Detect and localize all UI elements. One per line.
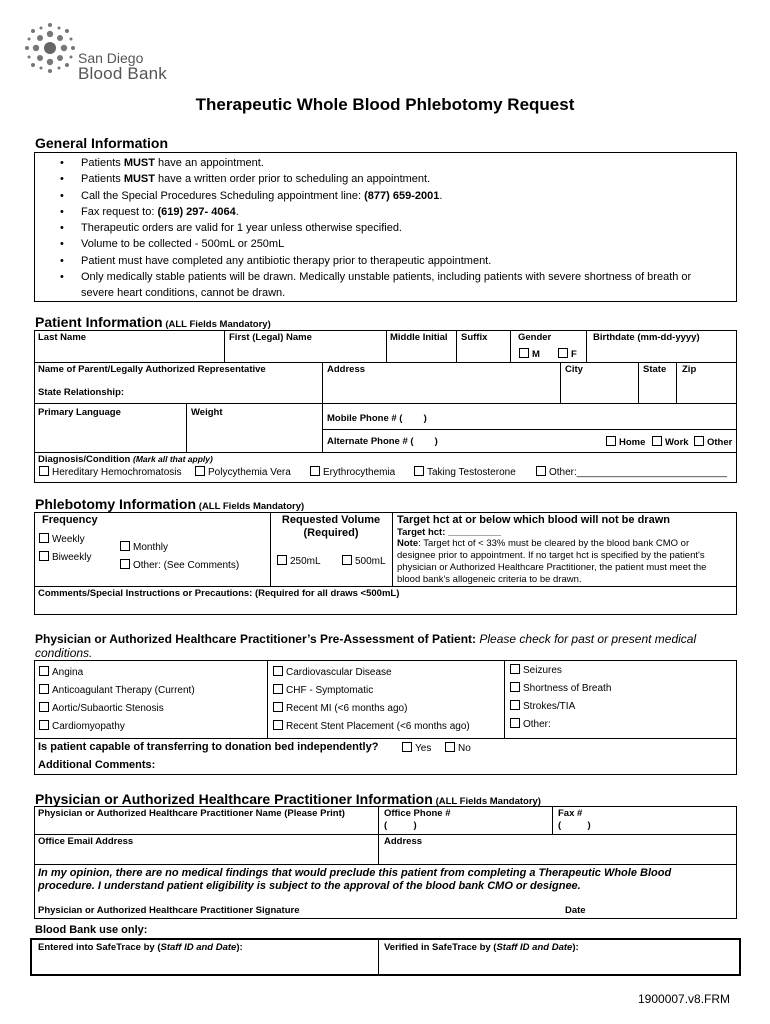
city-label: City xyxy=(565,364,583,375)
cond-seizures[interactable]: Seizures xyxy=(510,664,562,676)
condition-checkbox[interactable] xyxy=(39,684,49,694)
cond-cardiomyopathy[interactable]: Cardiomyopathy xyxy=(39,720,125,732)
alternate-phone-label: Alternate Phone # ( ) xyxy=(327,436,438,447)
state-label: State xyxy=(643,364,667,375)
gender-m-option[interactable]: M xyxy=(519,348,540,360)
home-checkbox[interactable] xyxy=(606,436,616,446)
transfer-yes[interactable]: Yes xyxy=(402,742,431,754)
list-item: • Call the Special Procedures Scheduling appointment line: (877) 659-2001. xyxy=(35,188,736,204)
fax-paren: ( ) xyxy=(558,820,591,831)
general-heading: General Information xyxy=(35,135,169,151)
other-checkbox[interactable] xyxy=(694,436,704,446)
freq-weekly[interactable]: Weekly xyxy=(39,533,85,545)
gender-label: Gender xyxy=(518,332,552,343)
freq-other[interactable]: Other: (See Comments) xyxy=(120,559,239,571)
vol-500[interactable]: 500mL xyxy=(342,555,386,567)
cond-angina[interactable]: Angina xyxy=(39,666,83,678)
address-label: Address xyxy=(327,364,366,375)
monthly-checkbox[interactable] xyxy=(120,541,130,551)
cond-shortness-breath[interactable]: Shortness of Breath xyxy=(510,682,611,694)
other-freq-checkbox[interactable] xyxy=(120,559,130,569)
target-hct: Target hct: __________ xyxy=(397,527,501,538)
dx-checkbox[interactable] xyxy=(39,466,49,476)
suffix-label: Suffix xyxy=(461,332,488,343)
opinion-statement: In my opinion, there are no medical findings that would preclude this patient from completing a Therapeutic Whole Blood procedure. I understand patient eligibility is subject to the approval of the blood bank CMO or designee. xyxy=(38,867,672,892)
work-checkbox[interactable] xyxy=(652,436,662,446)
general-info-list xyxy=(35,155,736,302)
gender-m-checkbox[interactable] xyxy=(519,348,529,358)
entered-safetrace-label: Entered into SafeTrace by (Staff ID and Date): xyxy=(38,942,243,953)
dx-checkbox[interactable] xyxy=(195,466,205,476)
cond-chf[interactable]: CHF - Symptomatic xyxy=(273,684,373,696)
office-phone-paren: ( ) xyxy=(384,820,417,831)
condition-checkbox[interactable] xyxy=(39,720,49,730)
cond-recent-mi[interactable]: Recent MI (<6 months ago) xyxy=(273,702,407,714)
req-volume-label: Requested Volume (Required) xyxy=(281,514,381,539)
cond-anticoagulant[interactable]: Anticoagulant Therapy (Current) xyxy=(39,684,195,696)
diagnosis-label: Diagnosis/Condition (Mark all that apply) xyxy=(38,454,213,465)
weight-label: Weight xyxy=(191,407,223,418)
condition-checkbox[interactable] xyxy=(510,700,520,710)
condition-checkbox[interactable] xyxy=(273,720,283,730)
frequency-label: Frequency xyxy=(42,514,98,526)
list-item: • Patient must have completed any antibiotic therapy prior to therapeutic appointment. xyxy=(35,253,736,269)
list-item: • Only medically stable patients will be drawn. Medically unstable patients, including patients with severe shortness of breath or severe heart conditions, cannot be drawn. xyxy=(35,269,736,302)
mobile-phone-label: Mobile Phone # ( ) xyxy=(327,413,427,424)
bank-heading: Blood Bank use only: xyxy=(35,924,148,936)
office-email-label: Office Email Address xyxy=(38,836,134,847)
condition-checkbox[interactable] xyxy=(510,718,520,728)
general-info-box xyxy=(34,152,737,302)
phleb-heading: Phlebotomy Information (ALL Fields Mandatory) xyxy=(35,496,305,512)
list-item: • Therapeutic orders are valid for 1 year unless otherwise specified. xyxy=(35,220,736,236)
physician-name-label: Physician or Authorized Healthcare Practitioner Name (Please Print) xyxy=(38,808,345,819)
condition-checkbox[interactable] xyxy=(39,702,49,712)
condition-checkbox[interactable] xyxy=(510,682,520,692)
condition-checkbox[interactable] xyxy=(39,666,49,676)
middle-initial-label: Middle Initial xyxy=(390,332,448,343)
freq-biweekly[interactable]: Biweekly xyxy=(39,551,91,563)
logo-line-2: Blood Bank xyxy=(78,64,167,83)
blood-bank-logo-icon xyxy=(22,22,78,74)
logo-line-1: San Diego xyxy=(78,50,144,66)
verified-safetrace-label: Verified in SafeTrace by (Staff ID and Date): xyxy=(384,942,579,953)
yes-checkbox[interactable] xyxy=(402,742,412,752)
250ml-checkbox[interactable] xyxy=(277,555,287,565)
500ml-checkbox[interactable] xyxy=(342,555,352,565)
dx-checkbox[interactable] xyxy=(310,466,320,476)
additional-comments-label: Additional Comments: xyxy=(38,759,156,771)
dx-checkbox[interactable] xyxy=(536,466,546,476)
office-phone-label: Office Phone # xyxy=(384,808,451,819)
condition-checkbox[interactable] xyxy=(273,684,283,694)
birthdate-label: Birthdate (mm-dd-yyyy) xyxy=(593,332,700,343)
first-name-label: First (Legal) Name xyxy=(229,332,312,343)
physician-address-label: Address xyxy=(384,836,423,847)
last-name-label: Last Name xyxy=(38,332,87,343)
list-item: • Fax request to: (619) 297- 4064. xyxy=(35,204,736,220)
gender-f-option[interactable]: F xyxy=(558,348,577,360)
cond-other[interactable]: Other: xyxy=(510,718,551,730)
freq-monthly[interactable]: Monthly xyxy=(120,541,168,553)
phone-work-option[interactable]: Work xyxy=(652,436,689,448)
phone-other-option[interactable]: Other xyxy=(694,436,732,448)
state-relationship-label: State Relationship: xyxy=(38,387,125,398)
dx-other[interactable]: Other:___________________________ xyxy=(536,466,727,478)
page-title: Therapeutic Whole Blood Phlebotomy Request xyxy=(195,95,575,114)
target-note: Note: Target hct of < 33% must be cleared by the blood bank CMO or designee prior to appointment. If no target hct is specified by the patient's physician or Authorized Healthcare Practitioner, the patient must meet the blood bank's allogeneic criteria to be drawn. xyxy=(397,538,707,585)
comments-label: Comments/Special Instructions or Precautions: (Required for all draws <500mL) xyxy=(38,588,400,599)
transfer-no[interactable]: No xyxy=(445,742,471,754)
patient-heading: Patient Information (ALL Fields Mandatory) xyxy=(35,314,271,330)
list-item: • Volume to be collected - 500mL or 250mL xyxy=(35,236,736,252)
list-item: • Patients MUST have an appointment. xyxy=(35,155,736,171)
cond-cardiovascular[interactable]: Cardiovascular Disease xyxy=(273,666,392,678)
date-label: Date xyxy=(565,905,586,916)
cond-recent-stent[interactable]: Recent Stent Placement (<6 months ago) xyxy=(273,720,470,732)
parent-name-label: Name of Parent/Legally Authorized Representative xyxy=(38,364,266,375)
dx-hemochromatosis[interactable]: Hereditary Hemochromatosis xyxy=(39,466,182,478)
transfer-question: Is patient capable of transferring to donation bed independently? xyxy=(38,741,379,753)
target-heading: Target hct at or below which blood will not be drawn xyxy=(397,514,670,526)
physician-heading: Physician or Authorized Healthcare Practitioner Information (ALL Fields Mandatory) xyxy=(35,791,541,807)
condition-checkbox[interactable] xyxy=(510,664,520,674)
cond-stenosis[interactable]: Aortic/Subaortic Stenosis xyxy=(39,702,164,714)
no-checkbox[interactable] xyxy=(445,742,455,752)
dx-erythrocythemia[interactable]: Erythrocythemia xyxy=(310,466,395,478)
weekly-checkbox[interactable] xyxy=(39,533,49,543)
vol-250[interactable]: 250mL xyxy=(277,555,321,567)
fax-label: Fax # xyxy=(558,808,583,819)
dx-checkbox[interactable] xyxy=(414,466,424,476)
condition-checkbox[interactable] xyxy=(273,666,283,676)
condition-checkbox[interactable] xyxy=(273,702,283,712)
primary-language-label: Primary Language xyxy=(38,407,121,418)
dx-testosterone[interactable]: Taking Testosterone xyxy=(414,466,516,478)
cond-strokes[interactable]: Strokes/TIA xyxy=(510,700,575,712)
biweekly-checkbox[interactable] xyxy=(39,551,49,561)
assess-heading: Physician or Authorized Healthcare Practitioner’s Pre-Assessment of Patient: Please check for past or present medical conditions. xyxy=(35,632,697,660)
list-item: • Patients MUST have a written order prior to scheduling an appointment. xyxy=(35,171,736,187)
dx-polycythemia[interactable]: Polycythemia Vera xyxy=(195,466,291,478)
form-code: 1900007.v8.FRM xyxy=(638,992,731,1006)
gender-f-checkbox[interactable] xyxy=(558,348,568,358)
signature-label: Physician or Authorized Healthcare Practitioner Signature xyxy=(38,905,300,916)
logo xyxy=(22,22,182,82)
zip-label: Zip xyxy=(682,364,697,375)
phone-home-option[interactable]: Home xyxy=(606,436,645,448)
